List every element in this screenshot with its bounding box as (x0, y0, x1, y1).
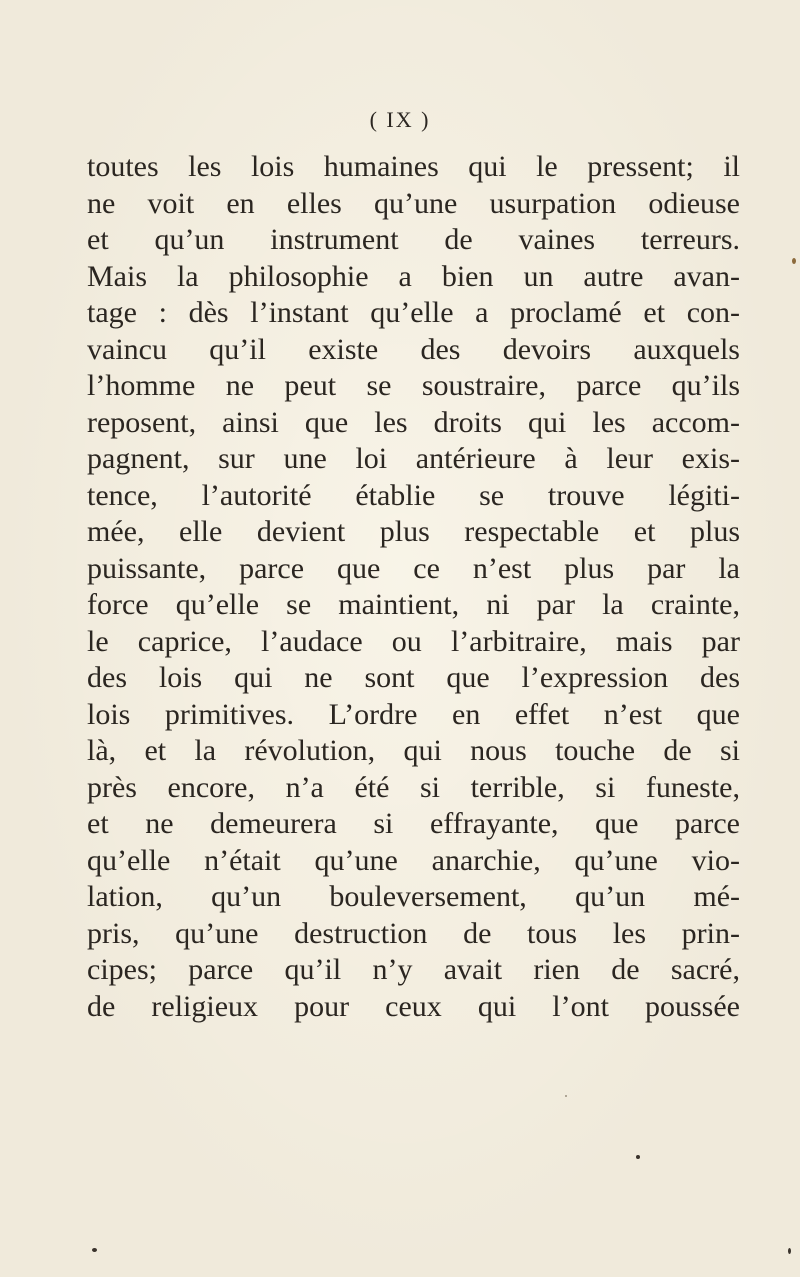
text-line: cipes; parce qu’il n’y avait rien de sacré, (87, 953, 740, 986)
text-line: puissante, parce que ce n’est plus par la (87, 551, 740, 585)
text-line: lation, qu’un bouleversement, qu’un mé- (87, 880, 740, 913)
body-text (87, 149, 740, 1025)
text-line: là, et la révolution, qui nous touche de si (87, 734, 740, 767)
text-line: de religieux pour ceux qui l’ont poussée (87, 989, 740, 1023)
text-line: et ne demeurera si effrayante, que parce (87, 807, 740, 840)
text-line: l’homme ne peut se soustraire, parce qu’ils (87, 369, 740, 402)
text-line: pris, qu’une destruction de tous les prin- (87, 916, 740, 950)
text-line: tage : dès l’instant qu’elle a proclamé et con- (87, 296, 740, 329)
page-number: ( IX ) (369, 107, 431, 132)
text-line: reposent, ainsi que les droits qui les accom- (87, 405, 740, 439)
paper-speck (636, 1155, 640, 1159)
paper-speck (792, 258, 796, 264)
text-line: lois primitives. L’ordre en effet n’est que (87, 697, 740, 731)
text-line: vaincu qu’il existe des devoirs auxquels (87, 332, 740, 366)
text-line: ne voit en elles qu’une usurpation odieuse (87, 186, 740, 220)
text-line: qu’elle n’était qu’une anarchie, qu’une vio- (87, 843, 740, 877)
text-line: le caprice, l’audace ou l’arbitraire, mais par (87, 624, 740, 658)
text-line: pagnent, sur une loi antérieure à leur exis- (87, 442, 740, 475)
paper-speck (565, 1095, 567, 1097)
paper-speck (788, 1248, 791, 1254)
text-line: toutes les lois humaines qui le pressent; il (87, 150, 740, 183)
text-line: tence, l’autorité établie se trouve légiti- (87, 478, 740, 512)
paper-speck (92, 1248, 97, 1252)
text-line: et qu’un instrument de vaines terreurs. (87, 223, 740, 256)
text-line: Mais la philosophie a bien un autre avan- (87, 259, 740, 293)
text-line: mée, elle devient plus respectable et plus (87, 515, 740, 548)
text-line: près encore, n’a été si terrible, si funeste, (87, 770, 740, 804)
text-line: des lois qui ne sont que l’expression des (87, 661, 740, 694)
text-line: force qu’elle se maintient, ni par la crainte, (87, 588, 740, 621)
